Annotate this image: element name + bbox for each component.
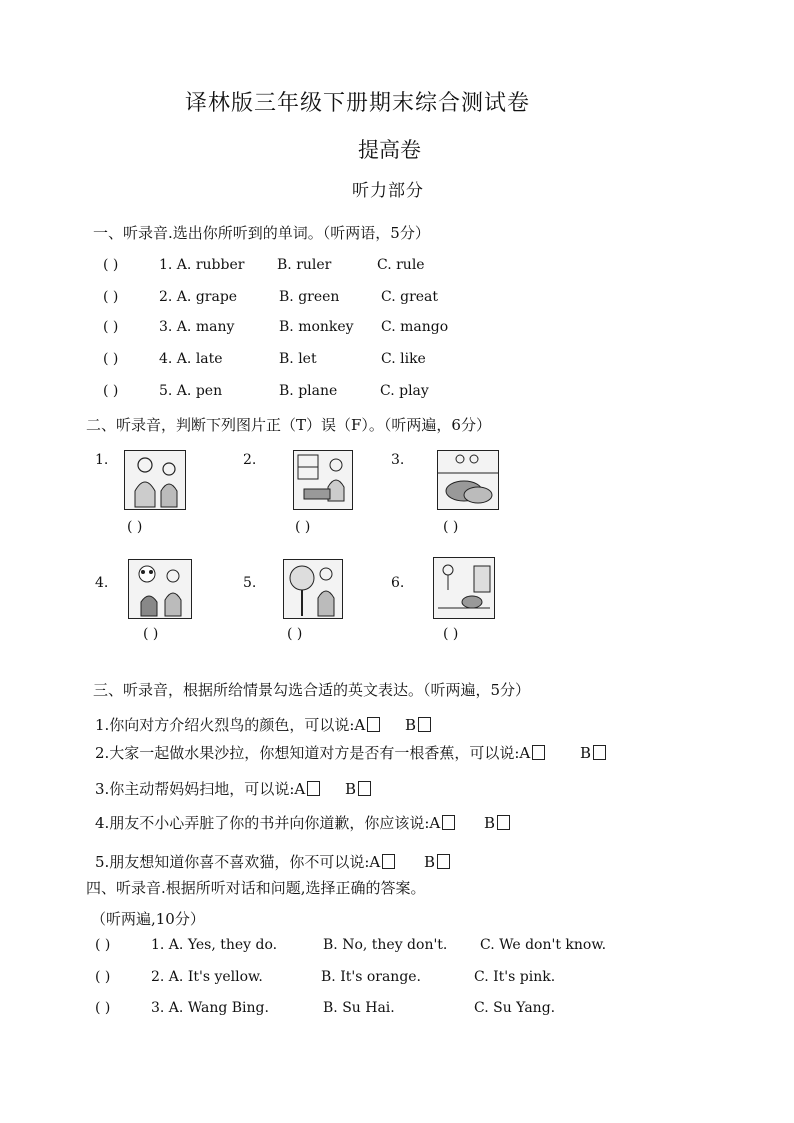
option-b: B. green xyxy=(279,289,340,305)
question-text: 1.你向对方介绍火烈鸟的颜色，可以说:A xyxy=(95,716,366,734)
option-b-label: B xyxy=(423,853,436,871)
option-b: B. let xyxy=(279,351,317,367)
option-a: 1. A. rubber xyxy=(159,257,245,273)
option-b-label: B xyxy=(344,780,357,798)
answer-blank[interactable]: ( ) xyxy=(143,626,159,642)
checkbox-b[interactable] xyxy=(418,717,431,732)
part2-heading: 二、听录音，判断下列图片正（T）误（F）。（听两遍，6分） xyxy=(86,416,491,434)
checkbox-a[interactable] xyxy=(367,717,380,732)
option-a: 1. A. Yes, they do. xyxy=(151,937,278,953)
answer-blank[interactable]: ( ) xyxy=(127,519,143,535)
kitchen-picture xyxy=(433,557,495,619)
picture-number: 4. xyxy=(95,575,109,591)
answer-blank[interactable]: ( ) xyxy=(95,1000,111,1016)
picture-number: 1. xyxy=(95,452,109,468)
checkbox-a[interactable] xyxy=(442,815,455,830)
option-c: C. play xyxy=(380,383,429,399)
option-c: C. great xyxy=(381,289,439,305)
checkbox-b[interactable] xyxy=(593,745,606,760)
option-b: B. plane xyxy=(279,383,338,399)
checkbox-a[interactable] xyxy=(382,854,395,869)
option-b: B. It's orange. xyxy=(321,969,422,985)
part3-item xyxy=(95,812,510,833)
option-b: B. No, they don't. xyxy=(323,937,448,953)
checkbox-b[interactable] xyxy=(358,781,371,796)
answer-blank[interactable]: ( ) xyxy=(443,519,459,535)
part3-item xyxy=(95,778,371,799)
part3-heading: 三、听录音，根据所给情景勾选合适的英文表达。（听两遍，5分） xyxy=(93,681,531,699)
option-c: C. like xyxy=(381,351,426,367)
answer-blank[interactable]: ( ) xyxy=(103,289,119,305)
option-c: C. rule xyxy=(377,257,425,273)
question-text: 4.朋友不小心弄脏了你的书并向你道歉，你应该说:A xyxy=(95,814,441,832)
option-a: 5. A. pen xyxy=(159,383,223,399)
picture-number: 6. xyxy=(391,575,405,591)
part1-heading: 一、听录音.选出你所听到的单词。（听两语，5分） xyxy=(93,224,430,242)
option-b: B. monkey xyxy=(279,319,354,335)
question-text: 5.朋友想知道你喜不喜欢猫，你不可以说:A xyxy=(95,853,381,871)
option-b: B. Su Hai. xyxy=(323,1000,395,1016)
tree-picture xyxy=(283,559,343,619)
picture-number: 2. xyxy=(243,452,257,468)
garden-picture xyxy=(437,450,499,510)
answer-blank[interactable]: ( ) xyxy=(443,626,459,642)
option-a: 3. A. Wang Bing. xyxy=(151,1000,269,1016)
checkbox-a[interactable] xyxy=(307,781,320,796)
checkbox-b[interactable] xyxy=(437,854,450,869)
option-c: C. mango xyxy=(381,319,449,335)
part3-item xyxy=(95,714,431,735)
part4-note: （听两遍,10分） xyxy=(91,910,205,928)
answer-blank[interactable]: ( ) xyxy=(95,969,111,985)
part4-heading: 四、听录音.根据所听对话和问题,选择正确的答案。 xyxy=(86,879,426,897)
question-text: 2.大家一起做水果沙拉，你想知道对方是否有一根香蕉，可以说:A xyxy=(95,744,531,762)
option-a: 2. A. It's yellow. xyxy=(151,969,263,985)
two-kids-talking-picture xyxy=(124,450,186,510)
answer-blank[interactable]: ( ) xyxy=(287,626,303,642)
option-a: 4. A. late xyxy=(159,351,223,367)
option-c: C. It's pink. xyxy=(474,969,556,985)
checkbox-b[interactable] xyxy=(497,815,510,830)
answer-blank[interactable]: ( ) xyxy=(103,351,119,367)
section-label: 听力部分 xyxy=(352,181,424,201)
page-subtitle: 提高卷 xyxy=(358,138,421,162)
question-text: 3.你主动帮妈妈扫地，可以说:A xyxy=(95,780,306,798)
option-b-label: B xyxy=(483,814,496,832)
option-b-label: B xyxy=(579,744,592,762)
option-c: C. Su Yang. xyxy=(474,1000,556,1016)
answer-blank[interactable]: ( ) xyxy=(103,383,119,399)
classroom-picture xyxy=(293,450,353,510)
zoo-panda-picture xyxy=(128,559,192,619)
option-a: 3. A. many xyxy=(159,319,235,335)
page-title: 译林版三年级下册期末综合测试卷 xyxy=(185,91,531,116)
option-a: 2. A. grape xyxy=(159,289,238,305)
option-b-label: B xyxy=(404,716,417,734)
answer-blank[interactable]: ( ) xyxy=(103,257,119,273)
picture-number: 3. xyxy=(391,452,405,468)
part3-item xyxy=(95,742,606,763)
picture-number: 5. xyxy=(243,575,257,591)
answer-blank[interactable]: ( ) xyxy=(95,937,111,953)
checkbox-a[interactable] xyxy=(532,745,545,760)
part3-item xyxy=(95,851,450,872)
answer-blank[interactable]: ( ) xyxy=(295,519,311,535)
option-c: C. We don't know. xyxy=(480,937,607,953)
answer-blank[interactable]: ( ) xyxy=(103,319,119,335)
option-b: B. ruler xyxy=(277,257,332,273)
